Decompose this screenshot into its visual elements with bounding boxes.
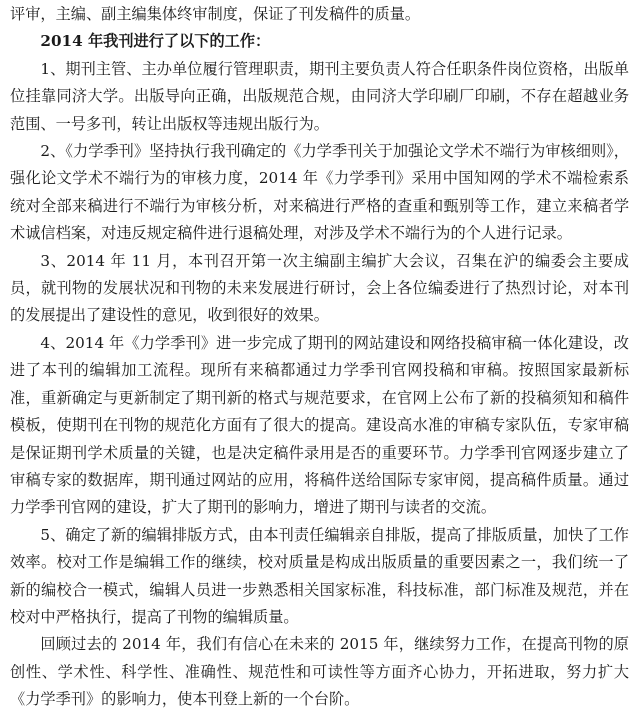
work-item-1: 1、期刊主管、主办单位履行管理职责，期刊主要负责人符合任职条件岗位资格，出版单位挂靠同济大学。出版导向正确，出版规范合规，由同济大学印刷厂印刷，不存在超越业务范围、一号多刊，转让出版权等违规出版行为。 (10, 59, 629, 133)
closing-paragraph: 回顾过去的 2014 年，我们有信心在未来的 2015 年，继续努力工作，在提高刊物的原创性、学术性、科学性、准确性、规范性和可读性等方面齐心协力，开拓进取，努力扩大《力学季刊》的影响力，使本刊登上新的一个台阶。 (10, 635, 629, 709)
work-item-2: 2、《力学季刊》坚持执行我刊确定的《力学季刊关于加强论文学术不端行为审核细则》，强化论文学术不端行为的审核力度，2014 年《力学季刊》采用中国知网的学术不端检索系统对全部来稿进行不端行为审核分析，对来稿进行严格的查重和甄别等工作，建立来稿者学术诚信档案，对违反规定稿件进行退稿处理，对涉及学术不端行为的个人进行记录。 (10, 142, 629, 243)
work-summary-heading: 2014 年我刊进行了以下的工作： (40, 32, 271, 51)
work-item-3: 3、2014 年 11 月，本刊召开第一次主编副主编扩大会议，召集在沪的编委会主要成员，就刊物的发展状况和刊物的未来发展进行研讨，会上各位编委进行了热烈讨论，对本刊的发展提出了建设性的意见，收到很好的效果。 (10, 251, 629, 325)
intro-paragraph-tail: 评审，主编、副主编集体终审制度，保证了刊发稿件的质量。 (10, 5, 421, 23)
work-item-5: 5、确定了新的编辑排版方式，由本刊责任编辑亲自排版，提高了排版质量，加快了工作效率。校对工作是编辑工作的继续，校对质量是构成出版质量的重要因素之一，我们统一了新的编校合一模式，编辑人员进一步熟悉相关国家标准，科技标准，部门标准及规范，并在校对中严格执行，提高了刊物的编辑质量。 (10, 525, 629, 626)
work-item-4: 4、2014 年《力学季刊》进一步完成了期刊的网站建设和网络投稿审稿一体化建设，改进了本刊的编辑加工流程。现所有来稿都通过力学季刊官网投稿和审稿。按照国家最新标准，重新确定与更新制定了期刊新的格式与规范要求，在官网上公布了新的投稿须知和稿件模板，使期刊在刊物的规范化方面有了很大的提高。建设高水准的审稿专家队伍，专家审稿是保证期刊学术质量的关键，也是决定稿件录用是否的重要环节。力学季刊官网逐步建立了审稿专家的数据库，期刊通过网站的应用，将稿件送给国际专家审阅，提高稿件质量。通过力学季刊官网的建设，扩大了期刊的影响力，增进了期刊与读者的交流。 (10, 333, 629, 517)
